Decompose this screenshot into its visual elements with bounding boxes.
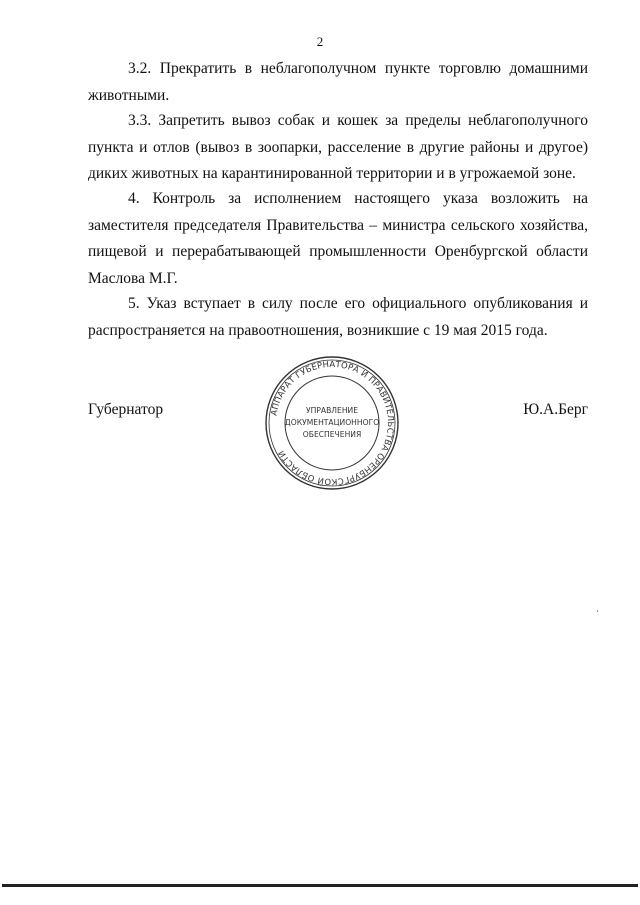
paragraph-5: 5. Указ вступает в силу после его официального опубликования и распространяется на правоотношения, возникшие с 19 мая 2015 года.: [88, 295, 588, 339]
page-number: 2: [316, 34, 324, 49]
stamp-center-line-2: ДОКУМЕНТАЦИОННОГО: [284, 418, 380, 427]
signatory-name: Ю.А.Берг: [523, 401, 588, 418]
paragraph-4: 4. Контроль за исполнением настоящего указа возложить на заместителя председателя Правительства – министра сельского хозяйства, пищевой и перерабатывающей промышленности Оренбургской области Маслова М.Г.: [88, 190, 588, 287]
paragraph-3-2: 3.2. Прекратить в неблагополучном пункте торговлю домашними животными.: [88, 60, 588, 104]
stamp-center-line-1: УПРАВЛЕНИЕ: [305, 406, 359, 415]
paragraph-3-3: 3.3. Запретить вывоз собак и кошек за пределы неблагополучного пункта и отлов (вывоз в зоопарки, расселение в другие районы и другое) диких животных на карантинированной территории и в угрожаемой зоне.: [88, 112, 588, 182]
stamp-center-line-3: ОБЕСПЕЧЕНИЯ: [302, 430, 362, 439]
signatory-title: Губернатор: [88, 401, 164, 418]
scan-speck: [597, 610, 598, 612]
stamp-ring-text: АППАРАТ ГУБЕРНАТОРА И ПРАВИТЕЛЬСТВА ОРЕНБУРГСКОЙ ОБЛАСТИ: [268, 358, 397, 488]
official-stamp: [264, 355, 400, 491]
bottom-rule: [2, 884, 638, 887]
